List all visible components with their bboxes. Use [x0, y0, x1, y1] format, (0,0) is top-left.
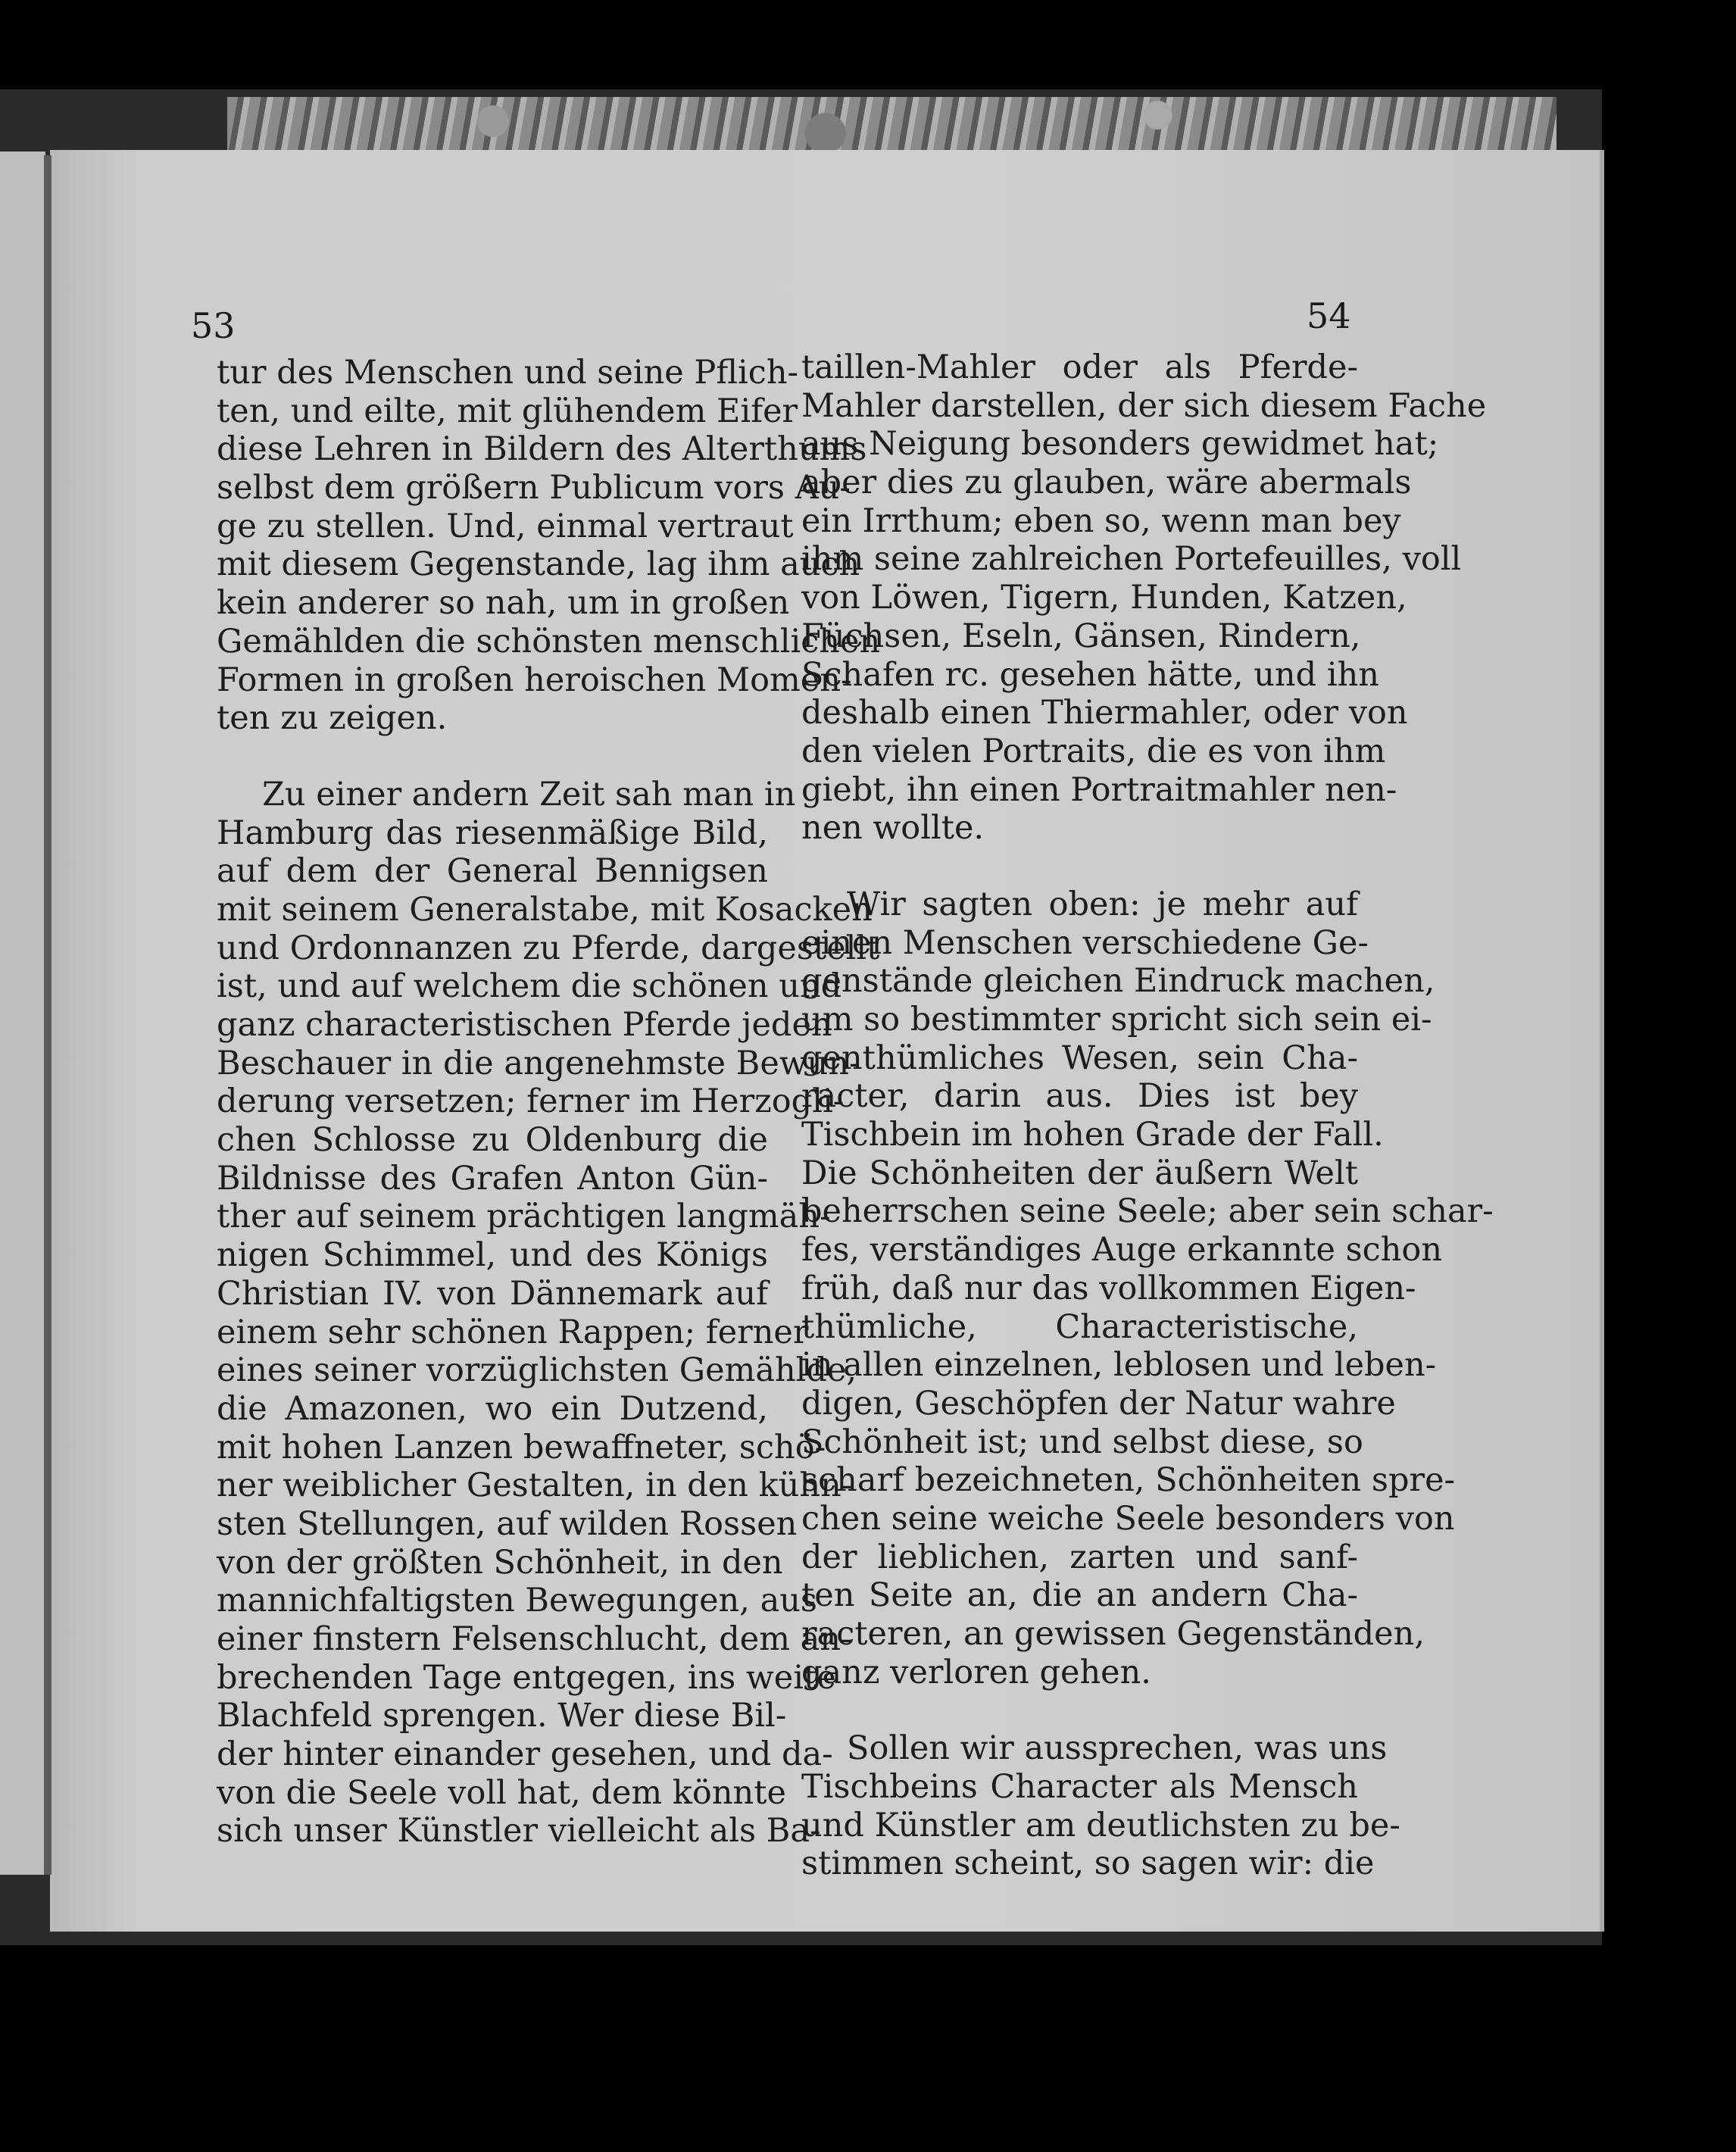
text-line: ther auf seinem prächtigen langmäh-	[217, 1198, 831, 1236]
text-line: um so bestimmter spricht sich sein ei-	[801, 1001, 1432, 1039]
text-line: chen seine weiche Seele besonders von	[801, 1499, 1455, 1538]
text-line: mit hohen Lanzen bewaffneter, schö-	[217, 1428, 826, 1466]
text-line: Füchsen, Eseln, Gänsen, Rindern,	[801, 617, 1361, 655]
text-line: ner weiblicher Gestalten, in den kühn-	[217, 1466, 853, 1505]
text-line: diese Lehren in Bildern des Alterthums	[217, 430, 867, 469]
text-line: genthümliches Wesen, sein Cha-	[801, 1039, 1358, 1077]
marbled-endpaper	[227, 97, 1556, 158]
page-number-left: 53	[191, 305, 236, 346]
text-line: Sollen wir aussprechen, was uns	[847, 1729, 1388, 1768]
text-line: einer finstern Felsenschlucht, dem an-	[217, 1620, 852, 1658]
text-line: ge zu stellen. Und, einmal vertraut	[217, 507, 794, 545]
text-line: ganz verloren gehen.	[801, 1653, 1151, 1691]
text-line: aus Neigung besonders gewidmet hat;	[801, 425, 1439, 464]
text-line: scharf bezeichneten, Schönheiten spre-	[801, 1461, 1456, 1500]
page-number-right: 54	[1307, 295, 1351, 336]
text-line: ein Irrthum; eben so, wenn man bey	[801, 501, 1401, 540]
text-line: ten Seite an, die an andern Cha-	[801, 1576, 1358, 1615]
text-line: in allen einzelnen, leblosen und leben-	[801, 1346, 1437, 1385]
text-line: Christian IV. von Dännemark auf	[217, 1274, 768, 1313]
paragraph-gap	[801, 848, 1358, 885]
text-line: digen, Geschöpfen der Natur wahre	[801, 1384, 1396, 1423]
text-line: mannichfaltigsten Bewegungen, aus	[217, 1582, 817, 1620]
paragraph-gap	[217, 738, 768, 776]
text-line: den vielen Portraits, die es von ihm	[801, 732, 1386, 770]
text-line: Blachfeld sprengen. Wer diese Bil-	[217, 1697, 787, 1735]
text-line: die Amazonen, wo ein Dutzend,	[217, 1389, 768, 1428]
text-line: und Künstler am deutlichsten zu be-	[801, 1806, 1400, 1844]
text-line: Mahler darstellen, der sich diesem Fache	[801, 386, 1487, 425]
text-line: Formen in großen heroischen Momen-	[217, 661, 852, 699]
text-line: von Löwen, Tigern, Hunden, Katzen,	[801, 579, 1407, 617]
text-line: von der größten Schönheit, in den	[217, 1543, 783, 1582]
text-line: Die Schönheiten der äußern Welt	[801, 1154, 1358, 1192]
text-line: nen wollte.	[801, 809, 985, 848]
text-line: deshalb einen Thiermahler, oder von	[801, 694, 1408, 732]
text-line: giebt, ihn einen Portraitmahler nen-	[801, 770, 1397, 809]
text-line: eines seiner vorzüglichsten Gemählde,	[217, 1351, 857, 1390]
paragraph-gap	[801, 1691, 1358, 1729]
text-line: einen Menschen verschiedene Ge-	[801, 923, 1369, 962]
text-line: früh, daß nur das vollkommen Eigen-	[801, 1269, 1416, 1307]
text-line: Schönheit ist; und selbst diese, so	[801, 1423, 1363, 1461]
text-line: ten zu zeigen.	[217, 699, 448, 738]
text-line: Tischbeins Character als Mensch	[801, 1768, 1358, 1807]
text-line: aber dies zu glauben, wäre abermals	[801, 464, 1412, 502]
text-line: von die Seele voll hat, dem könnte	[217, 1773, 786, 1812]
text-line: genstände gleichen Eindruck machen,	[801, 962, 1435, 1001]
text-line: einem sehr schönen Rappen; ferner	[217, 1313, 809, 1351]
text-line: derung versetzen; ferner im Herzogli-	[217, 1082, 845, 1121]
text-line: Wir sagten oben: je mehr auf	[847, 885, 1358, 923]
text-line: auf dem der General Bennigsen	[217, 852, 768, 891]
text-line: Gemählden die schönsten menschlichen	[217, 622, 881, 661]
page-gutter	[44, 155, 52, 1875]
text-line: Hamburg das riesenmäßige Bild,	[217, 814, 768, 852]
text-line: mit seinem Generalstabe, mit Kosacken	[217, 890, 873, 929]
text-line: Bildnisse des Grafen Anton Gün-	[217, 1159, 768, 1198]
text-line: ganz characteristischen Pferde jeden	[217, 1006, 832, 1044]
text-line: taillen-Mahler oder als Pferde-	[801, 348, 1358, 386]
text-line: Tischbein im hohen Grade der Fall.	[801, 1116, 1384, 1154]
text-line: sich unser Künstler vielleicht als Ba-	[217, 1812, 821, 1851]
text-line: chen Schlosse zu Oldenburg die	[217, 1121, 768, 1160]
text-line: mit diesem Gegenstande, lag ihm auch	[217, 545, 860, 584]
right-text-column	[801, 348, 1494, 1883]
text-line: Beschauer in die angenehmste Bewun-	[217, 1044, 860, 1082]
text-line: stimmen scheint, so sagen wir: die	[801, 1844, 1375, 1883]
text-line: fes, verständiges Auge erkannte schon	[801, 1231, 1443, 1270]
text-line: sten Stellungen, auf wilden Rossen	[217, 1504, 798, 1543]
text-line: thümliche, Characteristische,	[801, 1307, 1358, 1346]
text-line: ihm seine zahlreichen Portefeuilles, voll	[801, 540, 1462, 579]
text-line: ist, und auf welchem die schönen und	[217, 967, 842, 1006]
left-page-edge	[0, 151, 45, 1875]
text-line: tur des Menschen und seine Pflich-	[217, 354, 799, 392]
text-line: kein anderer so nah, um in großen	[217, 584, 790, 623]
text-line: selbst dem größern Publicum vors Au-	[217, 469, 851, 508]
text-line: racter, darin aus. Dies ist bey	[801, 1077, 1358, 1116]
text-line: Zu einer andern Zeit sah man in	[262, 775, 796, 814]
left-text-column	[217, 354, 881, 1851]
text-line: Schafen rc. gesehen hätte, und ihn	[801, 655, 1379, 694]
text-line: der lieblichen, zarten und sanf-	[801, 1538, 1358, 1576]
text-line: beherrschen seine Seele; aber sein schar-	[801, 1192, 1494, 1231]
text-line: ten, und eilte, mit glühendem Eifer	[217, 392, 798, 430]
text-line: nigen Schimmel, und des Königs	[217, 1236, 768, 1275]
text-line: der hinter einander gesehen, und da-	[217, 1735, 833, 1774]
text-line: und Ordonnanzen zu Pferde, dargestellt	[217, 929, 880, 967]
text-line: brechenden Tage entgegen, ins weite	[217, 1658, 836, 1697]
text-line: racteren, an gewissen Gegenständen,	[801, 1615, 1425, 1653]
